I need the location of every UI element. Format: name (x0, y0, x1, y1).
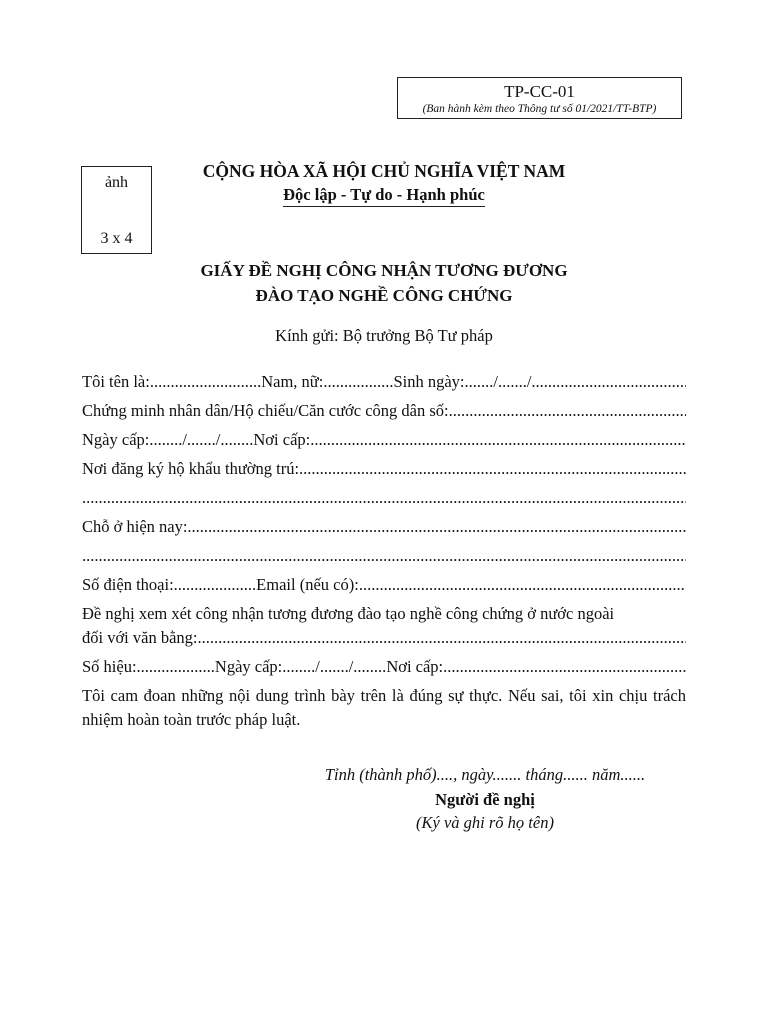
photo-size: 3 x 4 (100, 230, 133, 247)
photo-label: ảnh (104, 174, 129, 191)
current-address-line (82, 515, 686, 539)
title-line-1: GIẤY ĐỀ NGHỊ CÔNG NHẬN TƯƠNG ĐƯƠNG (200, 261, 568, 280)
residence-field-2[interactable] (82, 486, 686, 510)
phone-label: Số điện thoại: (82, 575, 174, 594)
name-line (82, 370, 686, 394)
national-motto: Độc lập - Tự do - Hạnh phúc (283, 185, 485, 207)
degree-line (82, 626, 686, 650)
request-text: Đề nghị xem xét công nhận tương đương đào tạo nghề công chứng ở nước ngoài (82, 604, 615, 623)
form-code-note: (Ban hành kèm theo Thông tư số 01/2021/TT-BTP) (422, 103, 657, 115)
country-name: CỘNG HÒA XÃ HỘI CHỦ NGHĨA VIỆT NAM (202, 161, 566, 181)
current-address-label: Chỗ ở hiện nay: (82, 517, 188, 536)
residence-line-2 (82, 486, 686, 510)
document-title (90, 258, 678, 308)
signature-block (290, 764, 680, 834)
residence-line (82, 457, 686, 481)
degree-label: đối với văn bằng: (82, 628, 198, 647)
issue-place-label: Nơi cấp: (253, 430, 311, 449)
issue-line (82, 428, 686, 452)
serial-line (82, 655, 686, 679)
signer-title: Người đề nghị (435, 790, 535, 809)
serial-label: Số hiệu: (82, 657, 137, 676)
id-field[interactable] (449, 399, 686, 423)
place-date: Tỉnh (thành phố)...., ngày....... tháng...... năm...... (324, 765, 646, 784)
national-header (170, 160, 598, 207)
degree-field[interactable] (198, 626, 687, 650)
form-code-box (397, 77, 682, 119)
email-label: Email (nếu có): (256, 575, 359, 594)
serial-place-field[interactable] (443, 655, 686, 679)
current-address-line-2 (82, 544, 686, 568)
name-label: Tôi tên là: (82, 372, 150, 391)
serial-field[interactable]: ................... (136, 657, 215, 676)
signature-hint: (Ký và ghi rõ họ tên) (416, 813, 554, 832)
recipient: Kính gửi: Bộ trưởng Bộ Tư pháp (275, 326, 493, 345)
residence-label: Nơi đăng ký hộ khẩu thường trú: (82, 459, 300, 478)
dob-field[interactable] (531, 370, 686, 394)
serial-place-label: Nơi cấp: (386, 657, 444, 676)
current-address-field-2[interactable] (82, 544, 686, 568)
phone-field[interactable]: .................... (173, 575, 257, 594)
name-field[interactable]: ........................... (149, 372, 262, 391)
current-address-field[interactable] (187, 515, 686, 539)
commitment-text: Tôi cam đoan những nội dung trình bày trên là đúng sự thực. Nếu sai, tôi xin chịu trách nhiệm hoàn toàn trước pháp luật. (82, 686, 686, 729)
issue-place-field[interactable] (310, 428, 686, 452)
form-body (82, 370, 686, 737)
serial-date-label: Ngày cấp:......../......./........ (214, 657, 387, 676)
issue-date-label: Ngày cấp:......../......./........ (82, 430, 254, 449)
contact-line (82, 573, 686, 597)
gender-label: Nam, nữ: (261, 372, 324, 391)
photo-placeholder (81, 166, 152, 254)
id-line (82, 399, 686, 423)
email-field[interactable] (359, 573, 686, 597)
gender-field[interactable]: ................. (323, 372, 394, 391)
title-line-2: ĐÀO TẠO NGHỀ CÔNG CHỨNG (255, 286, 513, 305)
id-label: Chứng minh nhân dân/Hộ chiếu/Căn cước công dân số: (82, 401, 449, 420)
dob-label: Sinh ngày:......./......./ (393, 372, 532, 391)
residence-field[interactable] (299, 457, 686, 481)
form-code: TP-CC-01 (504, 82, 575, 101)
